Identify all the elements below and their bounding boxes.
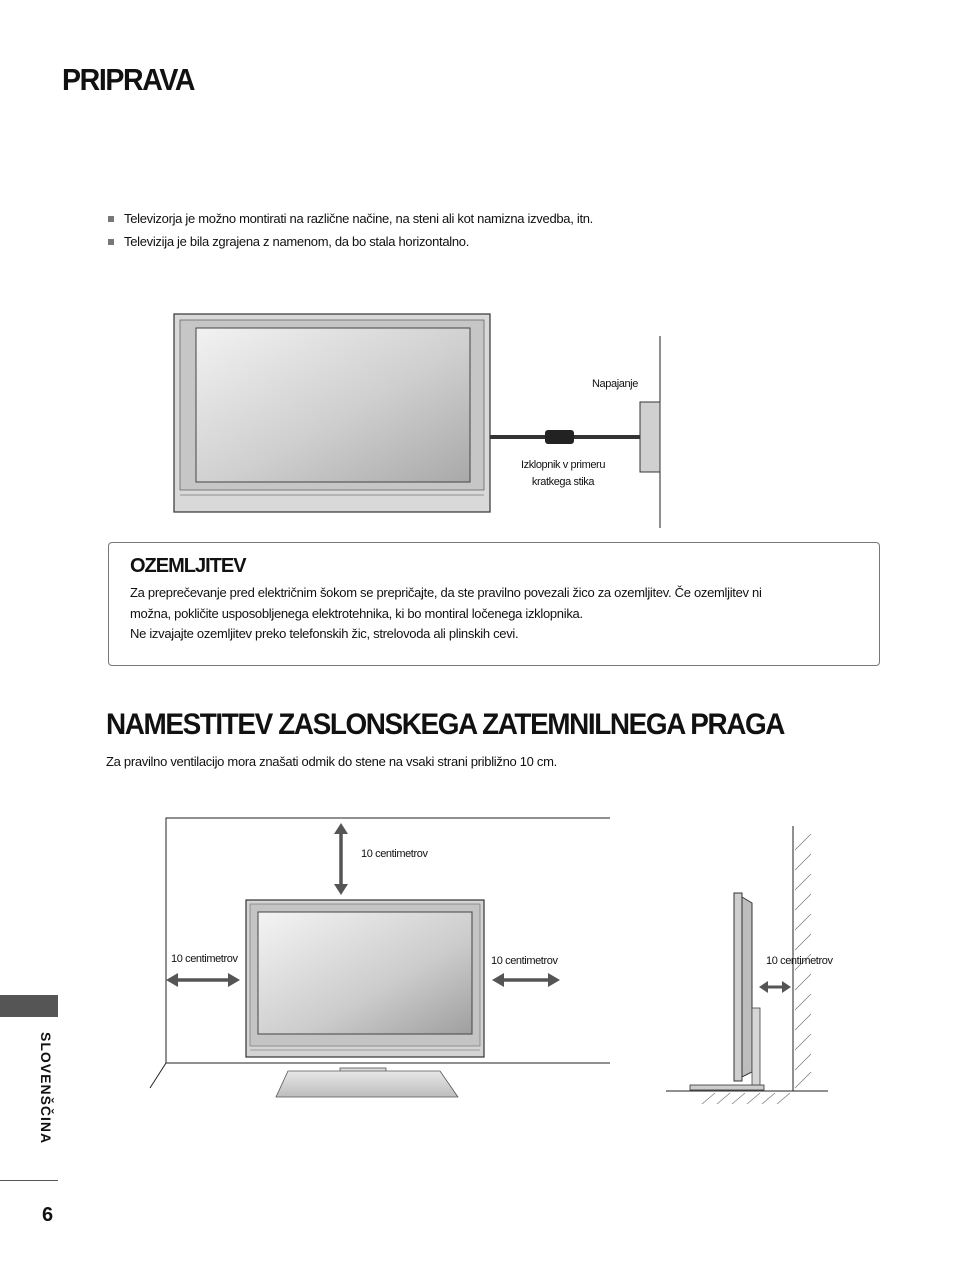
switch-label bbox=[513, 457, 613, 491]
bullet-text: Televizija je bila zgrajena z namenom, da bo stala horizontalno. bbox=[124, 234, 470, 249]
side-clearance-label: 10 centimetrov bbox=[766, 955, 833, 967]
bullet-text: Televizorja je možno montirati na različne načine, na steni ali kot namizna izvedba, itn. bbox=[124, 211, 593, 226]
section-title: NAMESTITEV ZASLONSKEGA ZATEMNILNEGA PRAGA bbox=[106, 708, 785, 741]
tv-front-icon bbox=[174, 314, 490, 512]
wall-outlet-icon bbox=[640, 336, 660, 528]
right-clearance-label: 10 centimetrov bbox=[491, 955, 558, 967]
side-clearance-arrow bbox=[759, 981, 791, 993]
switch-label-line: kratkega stika bbox=[531, 476, 595, 488]
left-clearance-label: 10 centimetrov bbox=[171, 953, 238, 965]
grounding-notice bbox=[108, 542, 880, 666]
language-tab-marker bbox=[0, 995, 58, 1017]
top-clearance-label: 10 centimetrov bbox=[361, 848, 428, 860]
grounding-line: možna, pokličite usposobljenega elektrotehnika, ki bo montiral ločenega izklopnika. bbox=[130, 605, 583, 621]
grounding-line: Ne izvajajte ozemljitev preko telefonskih žic, strelovoda ali plinskih cevi. bbox=[130, 626, 519, 641]
page-title: PRIPRAVA bbox=[62, 62, 195, 97]
grounding-title: OZEMLJITEV bbox=[130, 555, 246, 577]
tv-side-icon bbox=[690, 893, 764, 1090]
power-cable-icon bbox=[490, 430, 640, 444]
tv-with-stand-icon bbox=[246, 900, 484, 1097]
power-label: Napajanje bbox=[592, 378, 638, 390]
page-number: 6 bbox=[42, 1204, 54, 1226]
divider bbox=[0, 1180, 58, 1181]
grounding-line: Za preprečevanje pred električnim šokom se prepričajte, da ste pravilno povezali žico za ozemljitev. Če ozemljitev ni bbox=[130, 585, 762, 600]
section-text: Za pravilno ventilacijo mora znašati odmik do stene na vsaki strani približno 10 cm. bbox=[106, 754, 557, 769]
switch-label-line: Izklopnik v primeru bbox=[520, 459, 606, 471]
language-label: SLOVENŠČINA bbox=[38, 1032, 54, 1145]
grounding-text bbox=[130, 583, 860, 645]
